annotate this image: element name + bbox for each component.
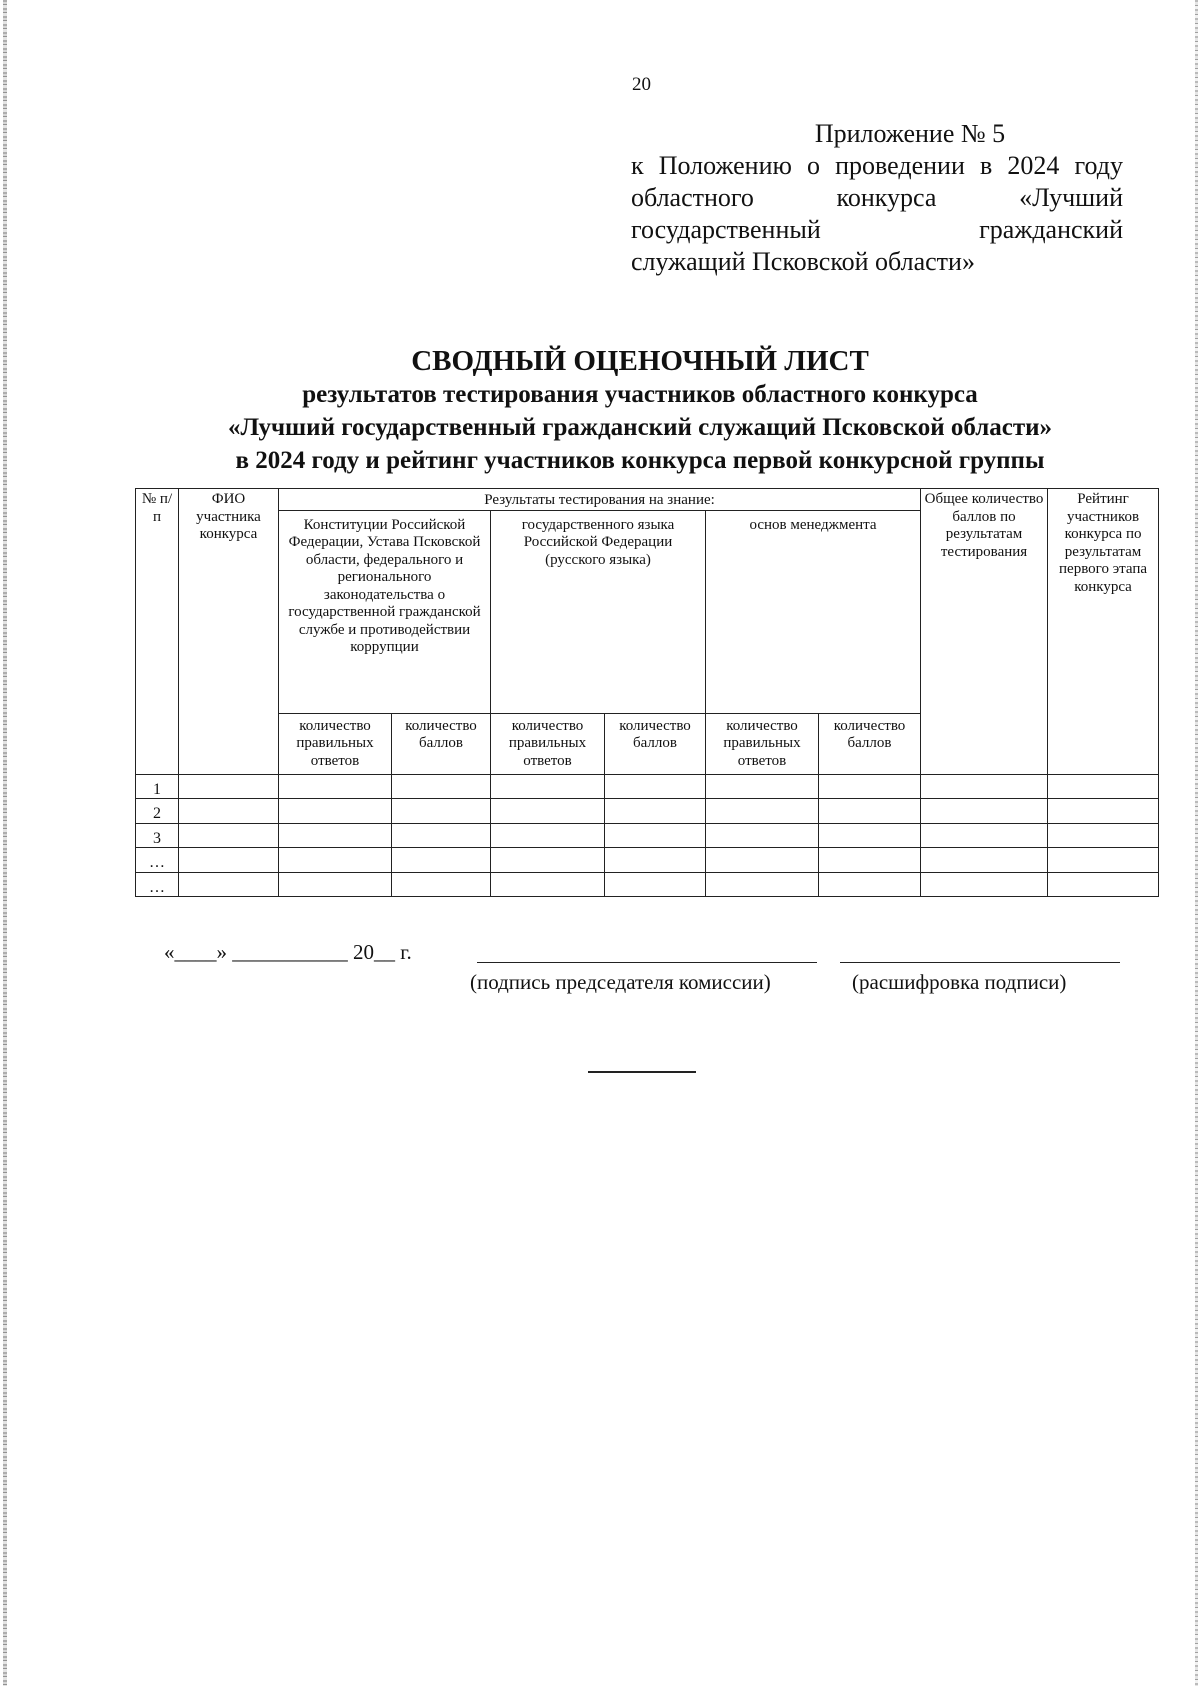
cell-total[interactable] — [921, 848, 1048, 873]
cell[interactable] — [392, 872, 491, 897]
header-subject-constitution: Конституции Российской Федерации, Устава Псковской области, федерального и регионального законодательства о государственной гражданской службе и противодействии коррупции — [279, 510, 491, 713]
document-subtitle-line: результатов тестирования участников областного конкурса — [302, 381, 978, 408]
chairman-signature-caption: (подпись председателя комиссии) — [470, 970, 771, 994]
cell[interactable] — [491, 799, 605, 824]
cell[interactable] — [279, 799, 392, 824]
cell-total[interactable] — [921, 872, 1048, 897]
cell[interactable] — [279, 872, 392, 897]
cell[interactable] — [491, 872, 605, 897]
cell[interactable] — [706, 774, 819, 799]
scan-edge-right — [1195, 0, 1198, 1686]
signature-decoding-caption: (расшифровка подписи) — [852, 970, 1067, 994]
header-total: Общее количество баллов по результатам тестирования — [921, 489, 1048, 775]
row-number: 2 — [136, 799, 179, 824]
cell-fio[interactable] — [179, 848, 279, 873]
appendix-line: к Положению о проведении в 2024 году — [631, 151, 1123, 180]
cell-rating[interactable] — [1048, 774, 1159, 799]
table-row — [136, 799, 1159, 824]
cell[interactable] — [392, 848, 491, 873]
cell[interactable] — [491, 848, 605, 873]
document-subtitle-line: в 2024 году и рейтинг участников конкурса первой конкурсной группы — [235, 447, 1045, 474]
cell[interactable] — [605, 872, 706, 897]
cell-rating[interactable] — [1048, 848, 1159, 873]
cell[interactable] — [819, 872, 921, 897]
appendix-line: государственный гражданский — [631, 215, 1123, 244]
cell-fio[interactable] — [179, 823, 279, 848]
cell-fio[interactable] — [179, 774, 279, 799]
table-row — [136, 823, 1159, 848]
document-title-main: СВОДНЫЙ ОЦЕНОЧНЫЙ ЛИСТ — [411, 345, 869, 377]
cell[interactable] — [392, 774, 491, 799]
header-points: количество баллов — [819, 713, 921, 774]
cell[interactable] — [706, 823, 819, 848]
cell[interactable] — [819, 774, 921, 799]
header-num: № п/п — [136, 489, 179, 775]
header-points: количество баллов — [605, 713, 706, 774]
cell[interactable] — [279, 848, 392, 873]
cell[interactable] — [279, 774, 392, 799]
signature-date: «____» ___________ 20__ г. — [164, 940, 412, 964]
header-subject-management: основ менеджмента — [706, 510, 921, 713]
row-number: 1 — [136, 774, 179, 799]
cell-total[interactable] — [921, 799, 1048, 824]
summary-score-table — [135, 488, 1159, 897]
cell-rating[interactable] — [1048, 823, 1159, 848]
table-row — [136, 774, 1159, 799]
cell[interactable] — [819, 823, 921, 848]
document-subtitle-line: «Лучший государственный гражданский служащий Псковской области» — [227, 414, 1053, 441]
header-correct-answers: количество правильных ответов — [706, 713, 819, 774]
scan-edge-left — [3, 0, 7, 1686]
end-of-document-rule — [588, 1071, 696, 1073]
cell[interactable] — [605, 823, 706, 848]
cell-rating[interactable] — [1048, 799, 1159, 824]
appendix-line: служащий Псковской области» — [631, 247, 975, 276]
cell[interactable] — [491, 823, 605, 848]
header-correct-answers: количество правильных ответов — [279, 713, 392, 774]
header-fio: ФИО участника конкурса — [179, 489, 279, 775]
cell-total[interactable] — [921, 774, 1048, 799]
cell[interactable] — [605, 848, 706, 873]
cell[interactable] — [491, 774, 605, 799]
cell[interactable] — [706, 848, 819, 873]
cell[interactable] — [605, 799, 706, 824]
cell[interactable] — [279, 823, 392, 848]
chairman-signature-line[interactable] — [477, 962, 817, 963]
cell[interactable] — [819, 799, 921, 824]
row-number: … — [136, 872, 179, 897]
header-points: количество баллов — [392, 713, 491, 774]
cell[interactable] — [392, 799, 491, 824]
cell[interactable] — [605, 774, 706, 799]
header-subject-language: государственного языка Российской Федерации (русского языка) — [491, 510, 706, 713]
cell-fio[interactable] — [179, 799, 279, 824]
header-correct-answers: количество правильных ответов — [491, 713, 605, 774]
row-number: … — [136, 848, 179, 873]
cell[interactable] — [392, 823, 491, 848]
cell-total[interactable] — [921, 823, 1048, 848]
appendix-header — [631, 118, 1123, 278]
header-rating: Рейтинг участников конкурса по результатам первого этапа конкурса — [1048, 489, 1159, 775]
appendix-title: Приложение № 5 — [814, 119, 1006, 148]
document-title — [120, 344, 1160, 477]
row-number: 3 — [136, 823, 179, 848]
header-results-group: Результаты тестирования на знание: — [279, 489, 921, 511]
cell-fio[interactable] — [179, 872, 279, 897]
cell[interactable] — [819, 848, 921, 873]
table-row — [136, 848, 1159, 873]
signature-decoding-line[interactable] — [840, 962, 1120, 963]
cell-rating[interactable] — [1048, 872, 1159, 897]
cell[interactable] — [706, 872, 819, 897]
appendix-line: областного конкурса «Лучший — [631, 183, 1123, 212]
table-row — [136, 872, 1159, 897]
page-number: 20 — [632, 74, 651, 95]
cell[interactable] — [706, 799, 819, 824]
